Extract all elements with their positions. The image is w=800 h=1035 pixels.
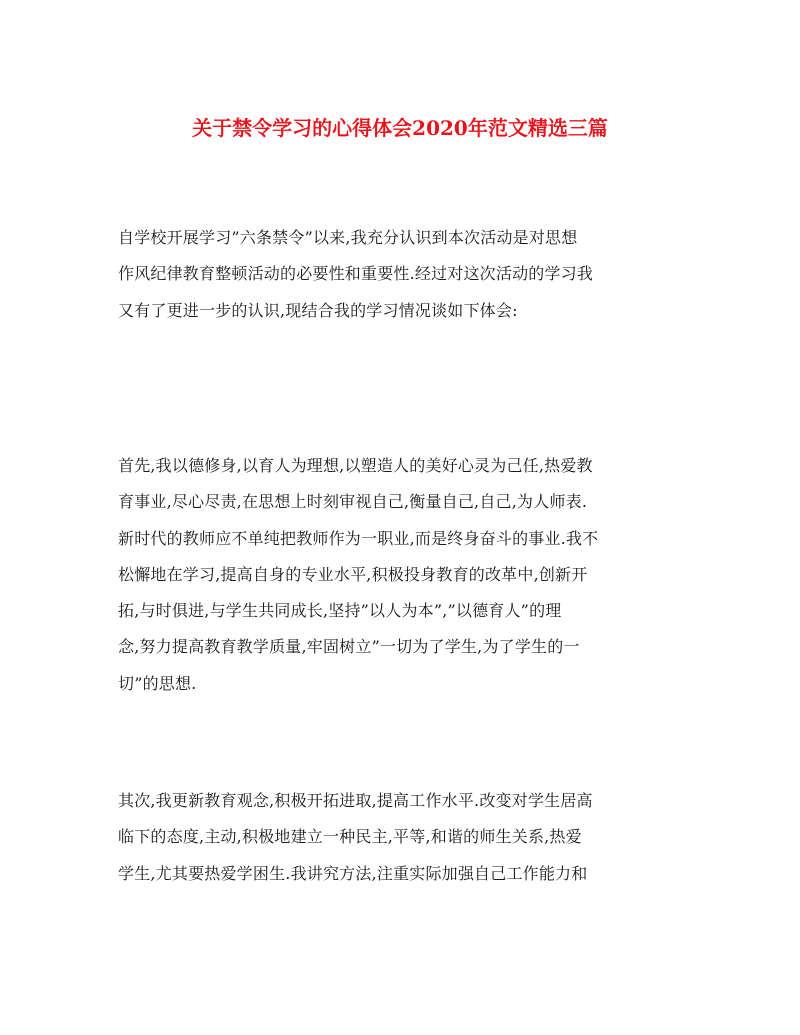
paragraph-line: 自学校开展学习”六条禁令”以来,我充分认识到本次活动是对思想 — [118, 228, 578, 247]
paragraph-line: 拓,与时俱进,与学生共同成长,坚持”以人为本”,”以德育人”的理 — [118, 601, 562, 621]
paragraph-second-point — [118, 783, 682, 892]
paragraph-line: 作风纪律教育整顿活动的必要性和重要性.经过对这次活动的学习我 — [118, 264, 594, 284]
document-title: 关于禁令学习的心得体会2020年范文精选三篇 — [192, 116, 608, 140]
paragraph-line: 又有了更进一步的认识,现结合我的学习情况谈如下体会: — [118, 300, 518, 320]
paragraph-line: 学生,尤其要热爱学困生.我讲究方法,注重实际加强自己工作能力和 — [118, 863, 588, 883]
paragraph-line: 育事业,尽心尽责,在思想上时刻审视自己,衡量自己,自己,为人师表. — [118, 492, 588, 512]
paragraph-line: 念,努力提高教育教学质量,牢固树立”一切为了学生,为了学生的一 — [118, 637, 580, 657]
paragraph-line: 其次,我更新教育观念,积极开拓进取,提高工作水平.改变对学生居高 — [118, 791, 593, 810]
paragraph-line: 切”的思想. — [118, 673, 197, 693]
paragraph-line: 临下的态度,主动,积极地建立一种民主,平等,和谐的师生关系,热爱 — [118, 827, 582, 847]
paragraph-line: 首先,我以德修身,以育人为理想,以塑造人的美好心灵为己任,热爱教 — [118, 456, 593, 475]
paragraph-line: 松懈地在学习,提高自身的专业水平,积极投身教育的改革中,创新开 — [118, 564, 588, 584]
paragraph-first-point — [118, 448, 682, 702]
paragraph-line: 新时代的教师应不单纯把教师作为一职业,而是终身奋斗的事业.我不 — [118, 528, 599, 548]
paragraph-intro — [118, 220, 682, 329]
